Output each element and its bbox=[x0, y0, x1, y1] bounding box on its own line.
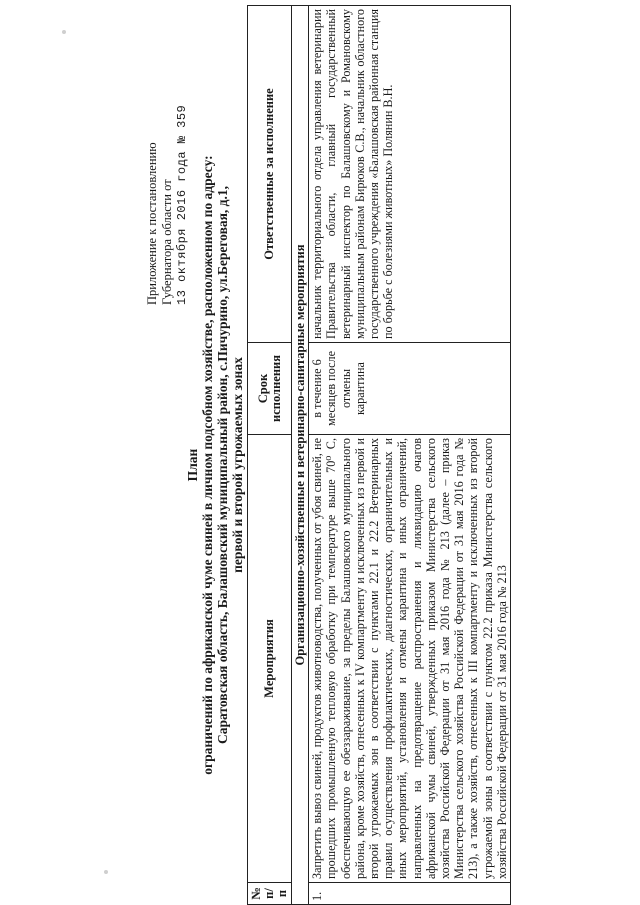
table-header-row bbox=[248, 6, 292, 905]
header-num: № п/п bbox=[248, 883, 292, 905]
appendix-line-1: Приложение к постановлению bbox=[145, 142, 159, 305]
title-line-2: Саратовская область, Балашовский муниципальный район, с.Пичурино, ул.Береговая, д.1, bbox=[215, 186, 230, 745]
section-row bbox=[292, 6, 309, 905]
section-title: Организационно-хозяйственные и ветеринарно-санитарные мероприятия bbox=[292, 6, 309, 905]
title-line-1: ограничений по африканской чуме свиней в личном подсобном хозяйстве, расположенном по адресу: bbox=[200, 155, 215, 775]
row-term: в течение 6 месяцев после отмены карантина bbox=[309, 343, 511, 435]
row-measure: Запретить вывоз свиней, продуктов животноводства, полученных от убоя свиней, не прошедших промышленную тепловую обработку при температуре выше 70⁰ С, обеспечивающую ее обеззараживание, за пределы Балашовского муниципального района, кроме хозяйств, отнесенных к IV компартменту и исключенных из первой и второй угрожаемых зон в соответствии с пунктами 22.1 и 22.2 Ветеринарных правил осуществления профилактических, диагностических, ограничительных и иных мероприятий, установления и отмены карантина и иных ограничений, направленных на предотвращение распространения и ликвидацию очагов африканской чумы свиней, утвержденных приказом Министерства сельского хозяйства Российской Федерации от 31 мая 2016 года № 213 (далее – приказ Министерства сельского хозяйства Российской Федерации от 31 мая 2016 года № 213), а также хозяйств, отнесенных к III компартменту и исключенных из второй угрожаемой зоны в соответствии с пунктом 22.2 приказа Министерства сельского хозяйства Российской Федерации от 31 мая 2016 года № 213 bbox=[309, 435, 511, 883]
title-word: План bbox=[185, 448, 200, 482]
title-line-3: первой и второй угрожаемых зонах bbox=[230, 357, 245, 573]
appendix-line-3: 13 октября 2016 года № 359 bbox=[175, 104, 189, 305]
header-measures: Мероприятия bbox=[248, 435, 292, 883]
header-responsible: Ответственные за исполнение bbox=[248, 6, 292, 343]
row-num: 1. bbox=[309, 883, 511, 905]
row-responsible: начальник территориального отдела управления ветеринарии Правительства области, главный государственный ветеринарный инспектор по Балашовскому и Романовскому муниципальным районам Бирюков С.В., начальник областного государственного учреждения «Балашовская районная станция по борьбе с болезнями животных» Полянин В.Н. bbox=[309, 6, 511, 343]
scan-dot bbox=[62, 30, 66, 34]
header-term: Срок исполнения bbox=[248, 343, 292, 435]
appendix-note bbox=[145, 5, 190, 305]
rotated-document bbox=[145, 5, 585, 905]
appendix-line-2: Губернатора области от bbox=[160, 179, 174, 305]
table-row bbox=[309, 6, 511, 905]
measures-table bbox=[247, 5, 511, 905]
scan-dot bbox=[104, 870, 108, 874]
document-title bbox=[185, 85, 245, 845]
